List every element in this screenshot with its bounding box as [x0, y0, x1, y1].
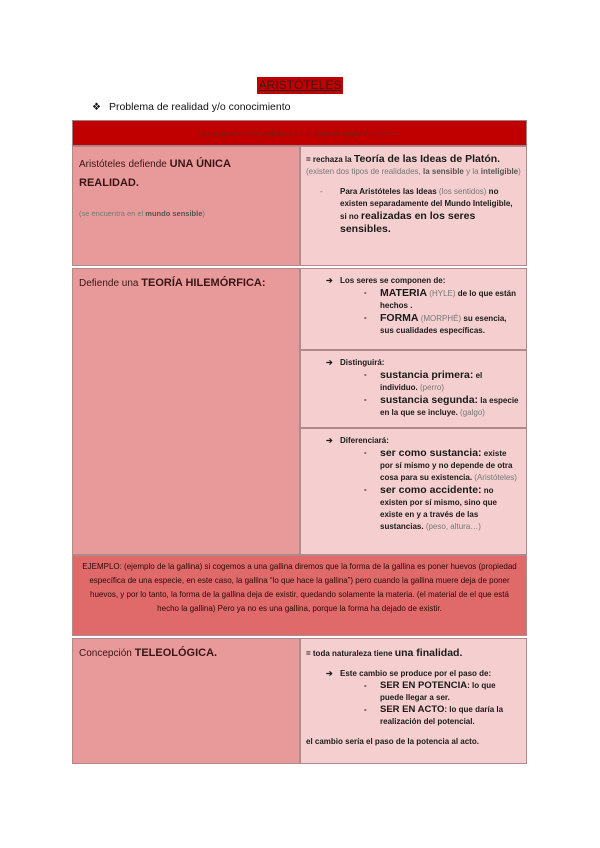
- cambio-intro: Este cambio se produce por el paso de:: [340, 669, 492, 678]
- materia-desc: de lo que están hechos .: [380, 289, 516, 310]
- r-d: la sensible: [422, 167, 464, 176]
- r-a: = rechaza la: [306, 155, 354, 164]
- perro: (perro): [420, 383, 445, 392]
- diferenciara-intro: Diferenciará:: [340, 436, 389, 445]
- teleologica-left-cell: [72, 638, 300, 764]
- aristoteles-example: (Aristóteles): [474, 473, 517, 482]
- primera-desc: el individuo.: [380, 371, 483, 392]
- realidad-right-cell: [300, 146, 527, 266]
- diamond-bullet-icon: ❖: [92, 102, 101, 113]
- dash-icon: -: [364, 395, 367, 404]
- cambio-conclusion: el cambio sería el paso de la potencia al acto.: [306, 737, 479, 746]
- dash-icon: -: [364, 705, 367, 714]
- dash-icon: -: [364, 485, 367, 494]
- note-b: mundo sensible: [145, 209, 203, 218]
- ser-en-potencia: SER EN POTENCIA: [380, 680, 468, 691]
- finalidad: una finalidad.: [394, 647, 463, 659]
- distinguira-intro: Distinguirá:: [340, 358, 385, 367]
- arrow-right-icon: ➔: [326, 436, 333, 445]
- t-a: = toda naturaleza tiene: [306, 649, 395, 658]
- teleologica-label: Concepción: [79, 648, 135, 659]
- peso-altura: (peso, altura…): [425, 522, 481, 531]
- sustancia-desc: existe por sí mismo y no depende de otra cosa para su existencia.: [380, 449, 513, 482]
- segunda-desc: la especie en la que se incluye.: [380, 396, 519, 417]
- hilemorfica-left-cell: [72, 268, 300, 555]
- teleologica-right-cell: [300, 638, 527, 764]
- dash-icon: -: [364, 681, 367, 690]
- table-header: Voy a presentar el problema de la realidad según Aristóteles.: [72, 120, 527, 146]
- morphe: (MORPHÉ): [418, 314, 462, 323]
- realidad-emphasis: UNA ÚNICA REALIDAD.: [79, 158, 231, 189]
- r-h: Para Aristóteles las Ideas: [340, 187, 439, 196]
- r-k: realizadas en los seres sensibles.: [340, 210, 476, 235]
- dash-icon: -: [364, 288, 367, 297]
- note-a: (se encuentra en el: [79, 209, 146, 218]
- hyle: (HYLE): [427, 289, 456, 298]
- dash-icon: -: [320, 187, 323, 196]
- galgo: (galgo): [460, 408, 485, 417]
- note-c: ): [202, 209, 205, 218]
- materia: MATERIA: [380, 287, 428, 299]
- ser-en-acto: SER EN ACTO: [380, 704, 445, 715]
- r-c: (existen dos tipos de realidades,: [306, 167, 423, 176]
- r-g: ): [518, 167, 521, 176]
- sustancia-primera: sustancia primera:: [380, 369, 474, 381]
- dash-icon: -: [364, 313, 367, 322]
- r-i: (los sentidos): [438, 187, 487, 196]
- arrow-right-icon: ➔: [326, 358, 333, 367]
- r-e: y la: [463, 167, 481, 176]
- arrow-right-icon: ➔: [326, 669, 333, 678]
- forma-desc: su esencia, sus cualidades específicas.: [380, 314, 507, 335]
- teleologica-emphasis: TELEOLÓGICA.: [134, 647, 218, 659]
- potencia-desc: : lo que puede llegar a ser.: [380, 681, 496, 702]
- r-b: Teoría de las Ideas de Platón.: [353, 153, 501, 165]
- realidad-left-cell: [72, 146, 300, 266]
- hilemorfica-label: Defiende una: [79, 278, 142, 289]
- page-title: ARISTÓTELES: [258, 78, 342, 92]
- diferenciara-cell: [300, 428, 527, 555]
- componen-cell: [300, 268, 527, 350]
- acto-desc: : lo que daría la realización del potencial.: [380, 705, 504, 726]
- subtitle-text: Problema de realidad y/o conocimiento: [108, 101, 291, 113]
- accidente-desc: no existen por sí mismo, sino que existe en y a través de las sustancias.: [380, 486, 497, 531]
- ser-sustancia: ser como sustancia:: [380, 447, 482, 459]
- arrow-right-icon: ➔: [326, 276, 333, 285]
- subtitle: [92, 101, 291, 113]
- dash-icon: -: [364, 448, 367, 457]
- r-j: no existen separadamente del Mundo Inteligible, si no: [340, 187, 513, 221]
- r-f: inteligible: [480, 167, 519, 176]
- forma: FORMA: [380, 312, 419, 324]
- dash-icon: -: [364, 370, 367, 379]
- realidad-label: Aristóteles defiende: [79, 159, 170, 170]
- componen-intro: Los seres se componen de:: [340, 276, 446, 285]
- sustancia-segunda: sustancia segunda:: [380, 394, 479, 406]
- ser-accidente: ser como accidente:: [380, 484, 482, 496]
- example-cell: EJEMPLO: (ejemplo de la gallina) si cogemos a una gallina diremos que la forma de la gallina es poner huevos (propiedad específica de una especie, en este caso, la gallina “lo que hace la gallina”) pero cuando la gallina muere deja de poner huevos, y por lo tanto, la forma de la gallina deja de existir, quedando solamente la materia. (el material de el que está hecho la gallina) Pero ya no es una gallina, porque la forma ha dejado de existir.: [72, 555, 527, 636]
- hilemorfica-emphasis: TEORÍA HILEMÓRFICA:: [141, 277, 266, 289]
- distinguira-cell: [300, 350, 527, 428]
